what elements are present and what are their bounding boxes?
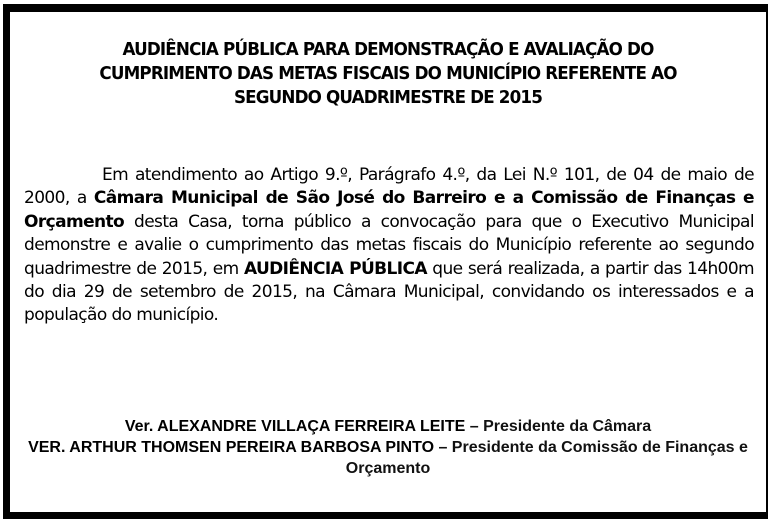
body-bold-institutions: Câmara Municipal de São José do Barreiro e a Comissão de Finanças e Orçamento [24,188,754,232]
notice-body [24,164,754,328]
signature-name: Ver. ALEXANDRE VILLAÇA FERREIRA LEITE [124,418,466,435]
signature-president-commission [10,437,766,479]
signature-role: – Presidente da Comissão de Finanças e Orçamento [345,439,748,477]
body-text-part-2: desta Casa, torna público a convocação para que o Executivo Municipal demonstre e avalie o cumprimento das metas fiscais do Município referente ao segundo quadrimestre de 2015, em [24,211,754,279]
body-text-part-1: Em atendimento ao Artigo 9.º, Parágrafo 4.º, da Lei N.º 101, de 04 de maio de 2000, a [24,165,754,209]
signature-name: VER. ARTHUR THOMSEN PEREIRA BARBOSA PINTO [28,439,435,456]
signature-president-chamber [10,416,766,437]
signatures-block [10,416,766,479]
notice-title [36,38,739,110]
title-line-2: CUMPRIMENTO DAS METAS FISCAIS DO MUNICÍPIO REFERENTE AO [99,63,677,84]
title-line-1: AUDIÊNCIA PÚBLICA PARA DEMONSTRAÇÃO E AVALIAÇÃO DO [122,39,654,60]
signature-role: – Presidente da Câmara [465,418,652,435]
body-bold-audiencia: AUDIÊNCIA PÚBLICA [243,258,427,279]
title-line-3: SEGUNDO QUADRIMESTRE DE 2015 [233,87,543,108]
notice-frame [3,4,768,519]
body-text-part-3: que será realizada, a partir das 14h00m do dia 29 de setembro de 2015, na Câmara Municipal, convidando os interessados e a população do município. [24,258,755,326]
